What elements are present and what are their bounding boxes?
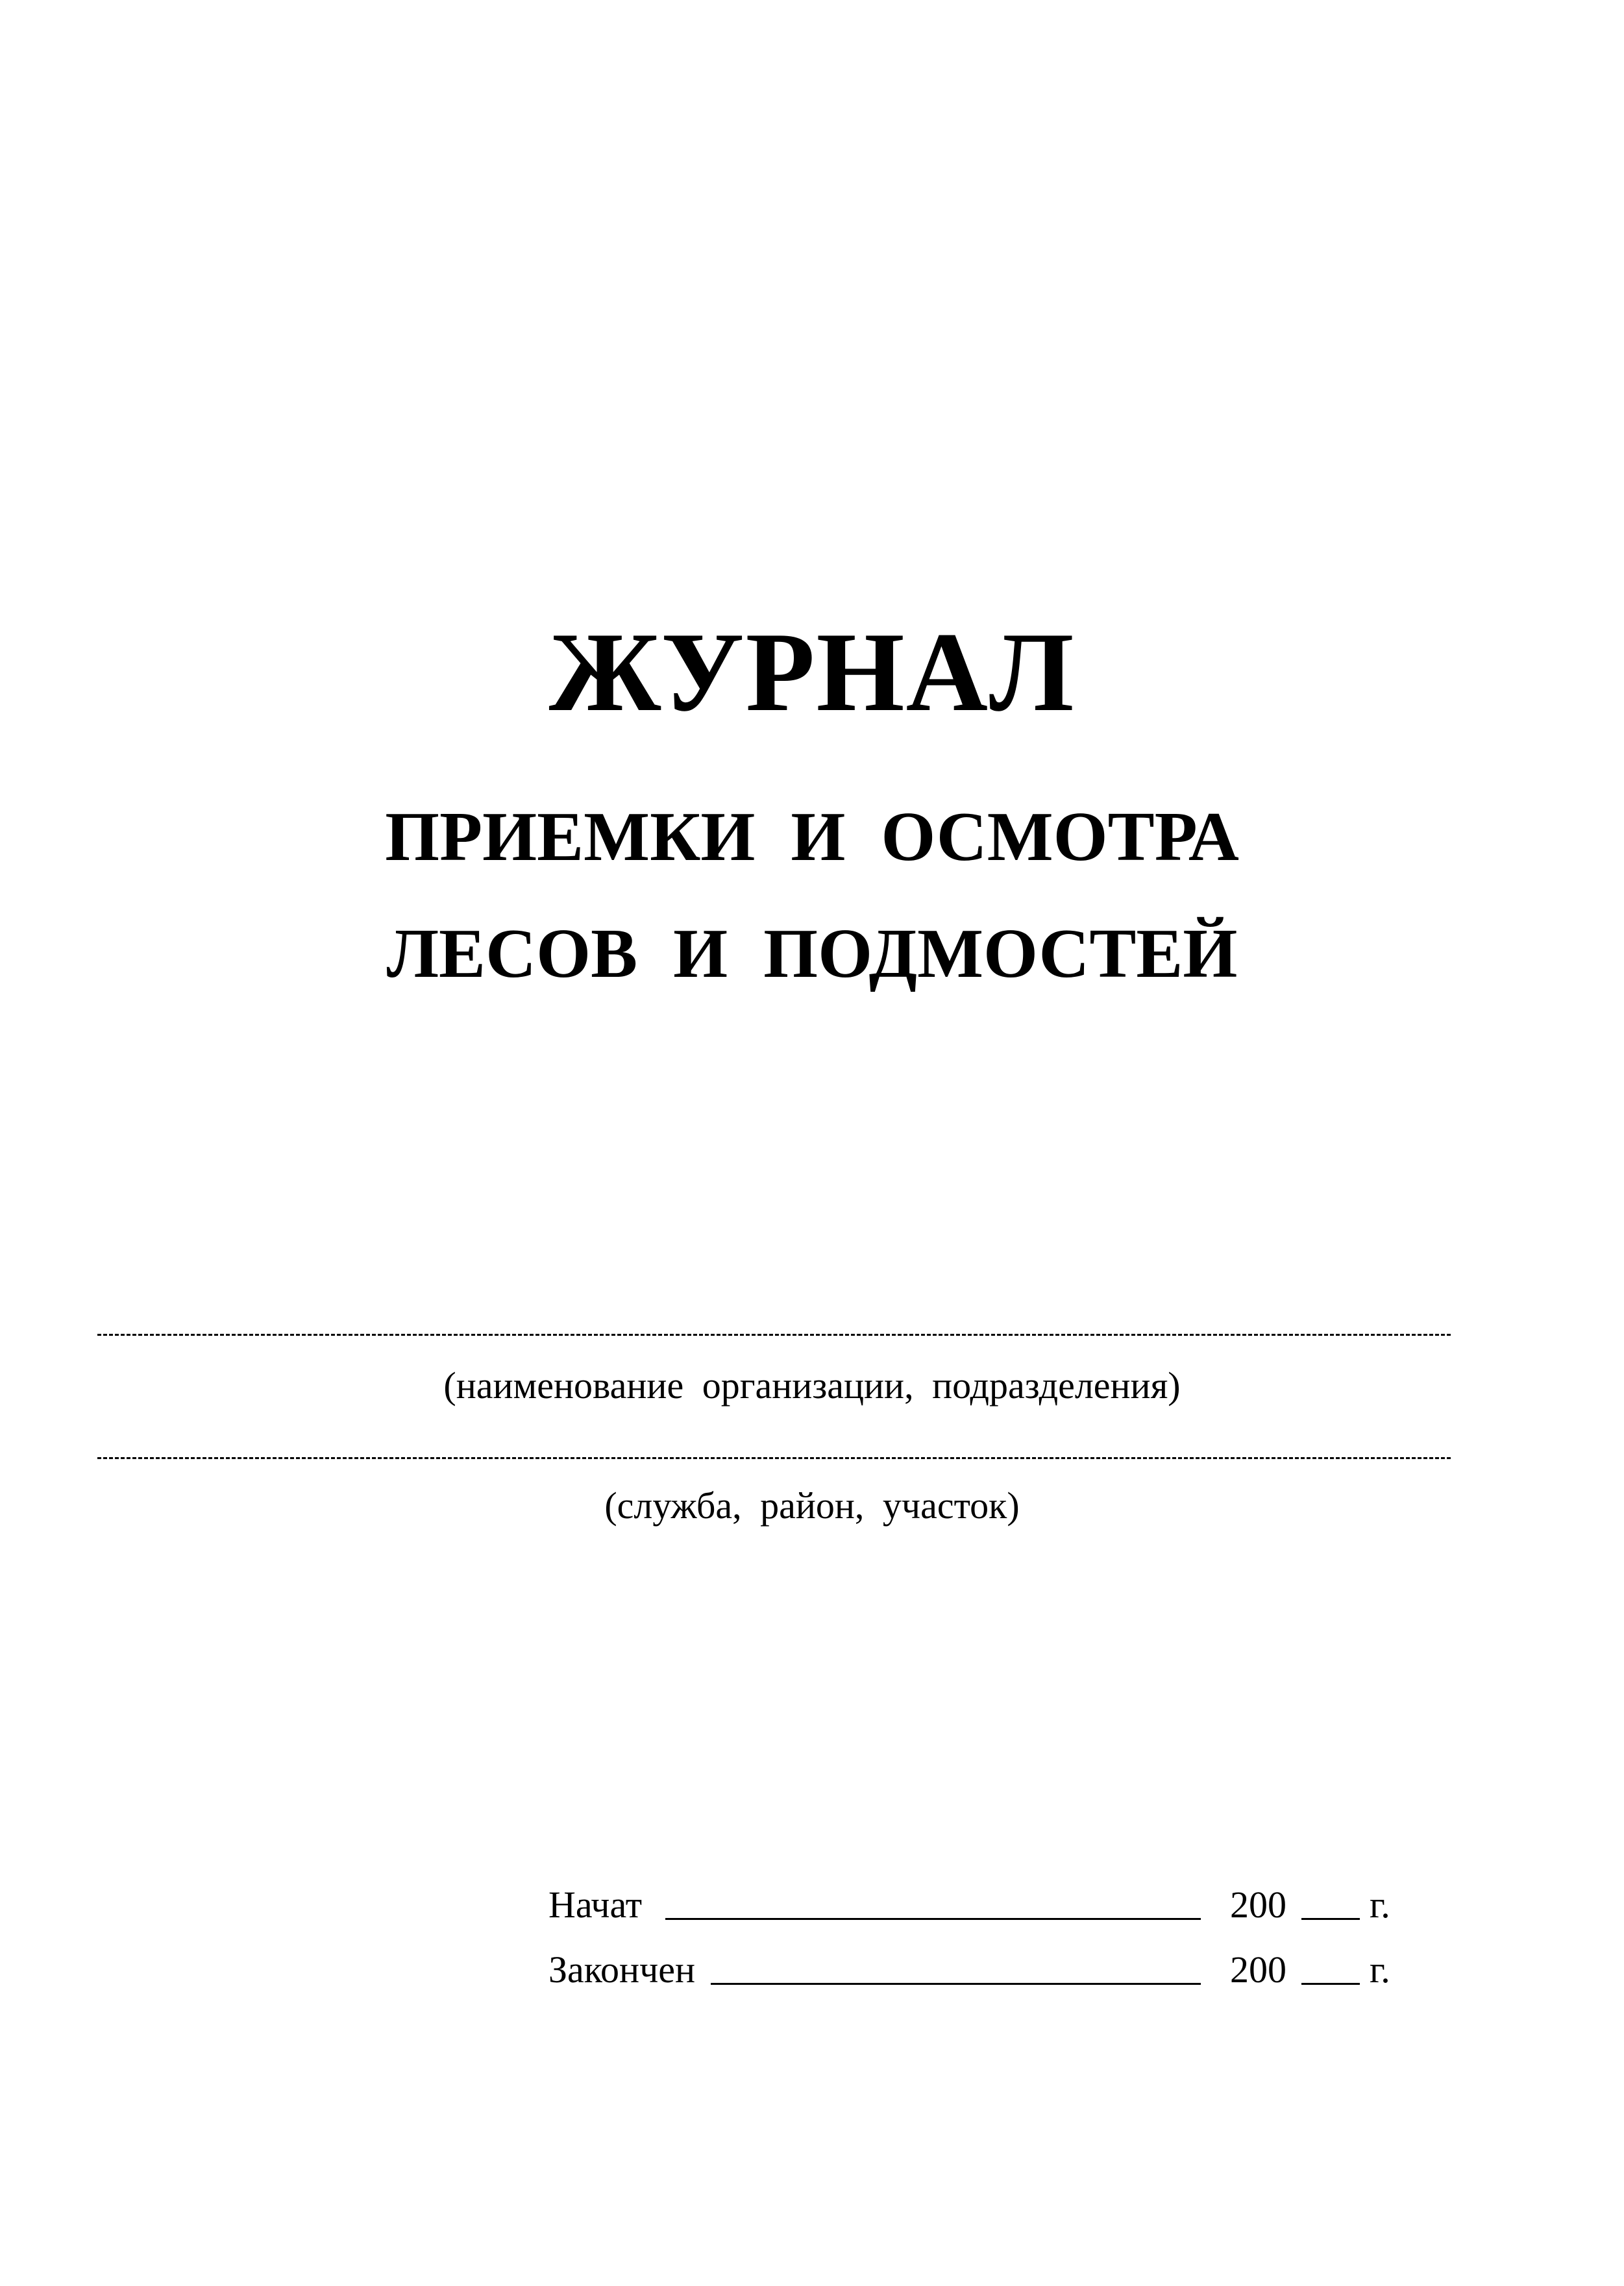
- journal-title: ЖУРНАЛ: [548, 609, 1076, 735]
- started-year-unit: г.: [1370, 1884, 1390, 1926]
- started-year-prefix: 200: [1230, 1884, 1286, 1926]
- started-label: Начат: [548, 1884, 643, 1926]
- finished-year-prefix: 200: [1230, 1948, 1286, 1991]
- finished-date-fill-line[interactable]: [711, 1983, 1201, 1985]
- started-year-fill-line[interactable]: [1301, 1918, 1360, 1920]
- finished-label: Закончен: [548, 1948, 696, 1991]
- started-date-fill-line[interactable]: [665, 1918, 1201, 1920]
- organization-fill-line[interactable]: [97, 1334, 1451, 1336]
- journal-subtitle-line2: ЛЕСОВ И ПОДМОСТЕЙ: [386, 915, 1238, 992]
- service-caption: (служба, район, участок): [604, 1484, 1020, 1527]
- journal-subtitle-line1: ПРИЕМКИ И ОСМОТРА: [385, 798, 1239, 876]
- started-date-row: [548, 1879, 1457, 1931]
- service-fill-line[interactable]: [97, 1457, 1451, 1459]
- finished-year-unit: г.: [1370, 1948, 1390, 1991]
- finished-year-fill-line[interactable]: [1301, 1983, 1360, 1985]
- finished-date-row: [548, 1944, 1457, 1996]
- organization-caption: (наименование организации, подразделения): [443, 1364, 1181, 1407]
